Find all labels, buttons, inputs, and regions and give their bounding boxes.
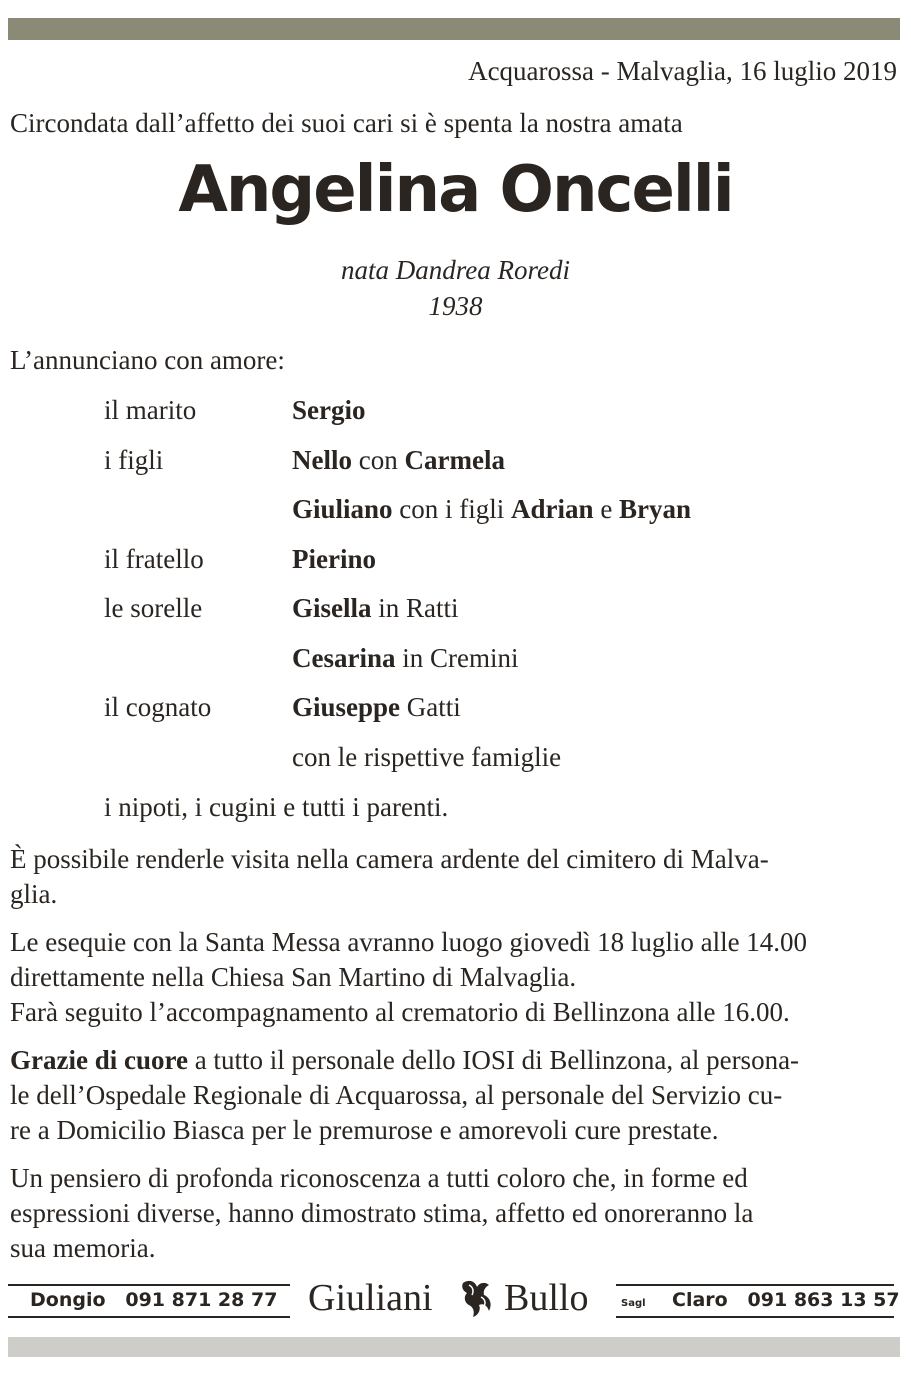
sagl-label: Sagl <box>621 1298 646 1309</box>
relative-role: i figli <box>104 444 164 475</box>
footer-left-top-rule <box>8 1284 290 1286</box>
bottom-bar <box>8 1337 900 1357</box>
other-relatives: i nipoti, i cugini e tutti i parenti. <box>104 792 449 822</box>
relative-name: Nello <box>292 444 352 475</box>
thanks-bold: Grazie di cuore <box>10 1045 188 1075</box>
place-date: Acquarossa - Malvaglia, 16 luglio 2019 <box>468 56 897 86</box>
relative-names <box>292 593 459 624</box>
thanks-paragraph <box>10 1043 900 1148</box>
relative-row <box>104 692 824 728</box>
relative-connector: con i figli <box>392 494 512 524</box>
relative-names <box>292 395 366 426</box>
visit-paragraph <box>10 842 900 912</box>
relative-name: Carmela <box>404 444 505 475</box>
relative-connector: con le rispettive famiglie <box>292 741 562 772</box>
relative-role: le sorelle <box>104 593 203 623</box>
gratitude-paragraph <box>10 1161 900 1266</box>
relative-row <box>104 593 824 629</box>
relative-names <box>292 445 505 476</box>
relative-row <box>104 544 824 580</box>
gratitude-line: sua memoria. <box>10 1233 156 1263</box>
deceased-name: Angelina Oncelli <box>178 153 733 227</box>
relative-names <box>292 692 461 723</box>
funeral-line: direttamente nella Chiesa San Martino di Malvaglia. <box>10 962 577 992</box>
intro-text: Circondata dall’affetto dei suoi cari si è spenta la nostra amata <box>10 108 683 138</box>
funeral-line: Farà seguito l’accompagnamento al crematorio di Bellinzona alle 16.00. <box>10 997 790 1027</box>
thanks-line <box>10 1043 900 1078</box>
relative-name: Giuseppe <box>292 692 401 722</box>
visit-line: glia. <box>10 879 58 909</box>
relative-name: Pierino <box>292 543 376 574</box>
gratitude-line: Un pensiero di profonda riconoscenza a tutti coloro che, in forme ed <box>10 1163 748 1193</box>
top-bar <box>8 18 900 40</box>
relative-name: Cesarina <box>292 642 396 673</box>
footer-right-bottom-rule <box>616 1316 894 1318</box>
birth-info <box>0 252 911 324</box>
relative-row <box>104 445 824 481</box>
relative-name: Sergio <box>292 395 366 425</box>
relative-connector: in Cremini <box>395 642 519 673</box>
relative-names <box>292 544 376 575</box>
relative-name: Adrian <box>511 494 594 524</box>
born-as: nata Dandrea Roredi <box>341 255 570 285</box>
footer-left-contact: Dongio 091 871 28 77 <box>30 1289 278 1311</box>
funeral-paragraph <box>10 925 900 1030</box>
relative-role: il fratello <box>104 543 204 574</box>
relative-role: il cognato <box>104 692 212 722</box>
footer-left-bottom-rule <box>8 1316 290 1318</box>
relative-connector: con <box>352 444 405 475</box>
footer-right-top-rule <box>616 1284 894 1286</box>
relative-row <box>104 742 824 778</box>
relative-connector: Gatti <box>400 692 461 722</box>
relative-name: Giuliano <box>292 494 393 524</box>
relative-name: Gisella <box>292 593 372 623</box>
dove-icon <box>459 1275 499 1321</box>
thanks-line: re a Domicilio Biasca per le premurose e amorevoli cure prestate. <box>10 1115 719 1145</box>
relative-names <box>292 742 561 773</box>
thanks-line: le dell’Ospedale Regionale di Acquarossa, al personale del Servizio cu- <box>10 1080 783 1110</box>
relative-role: il marito <box>104 395 197 425</box>
footer-right-contact: Claro 091 863 13 57 <box>672 1289 900 1311</box>
visit-line: È possibile renderle visita nella camera ardente del cimitero di Malva- <box>10 844 769 874</box>
relative-names <box>292 494 691 525</box>
relative-row <box>104 395 824 431</box>
relative-connector: in Ratti <box>371 593 459 623</box>
thanks-text: a tutto il personale dello IOSI di Bellinzona, al persona- <box>187 1045 800 1075</box>
relative-connector: e <box>593 494 620 524</box>
funeral-line: Le esequie con la Santa Messa avranno luogo giovedì 18 luglio alle 14.00 <box>10 927 808 957</box>
birth-year: 1938 <box>428 291 483 321</box>
gratitude-line: espressioni diverse, hanno dimostrato stima, affetto ed onoreranno la <box>10 1198 754 1228</box>
logo-giuliani: Giuliani <box>308 1277 433 1319</box>
relative-names <box>292 643 519 674</box>
relative-name: Bryan <box>619 494 692 524</box>
relative-row <box>104 643 824 679</box>
relative-row <box>104 494 824 530</box>
announce-label: L’annunciano con amore: <box>10 345 285 375</box>
logo-bullo: Bullo <box>504 1277 589 1319</box>
